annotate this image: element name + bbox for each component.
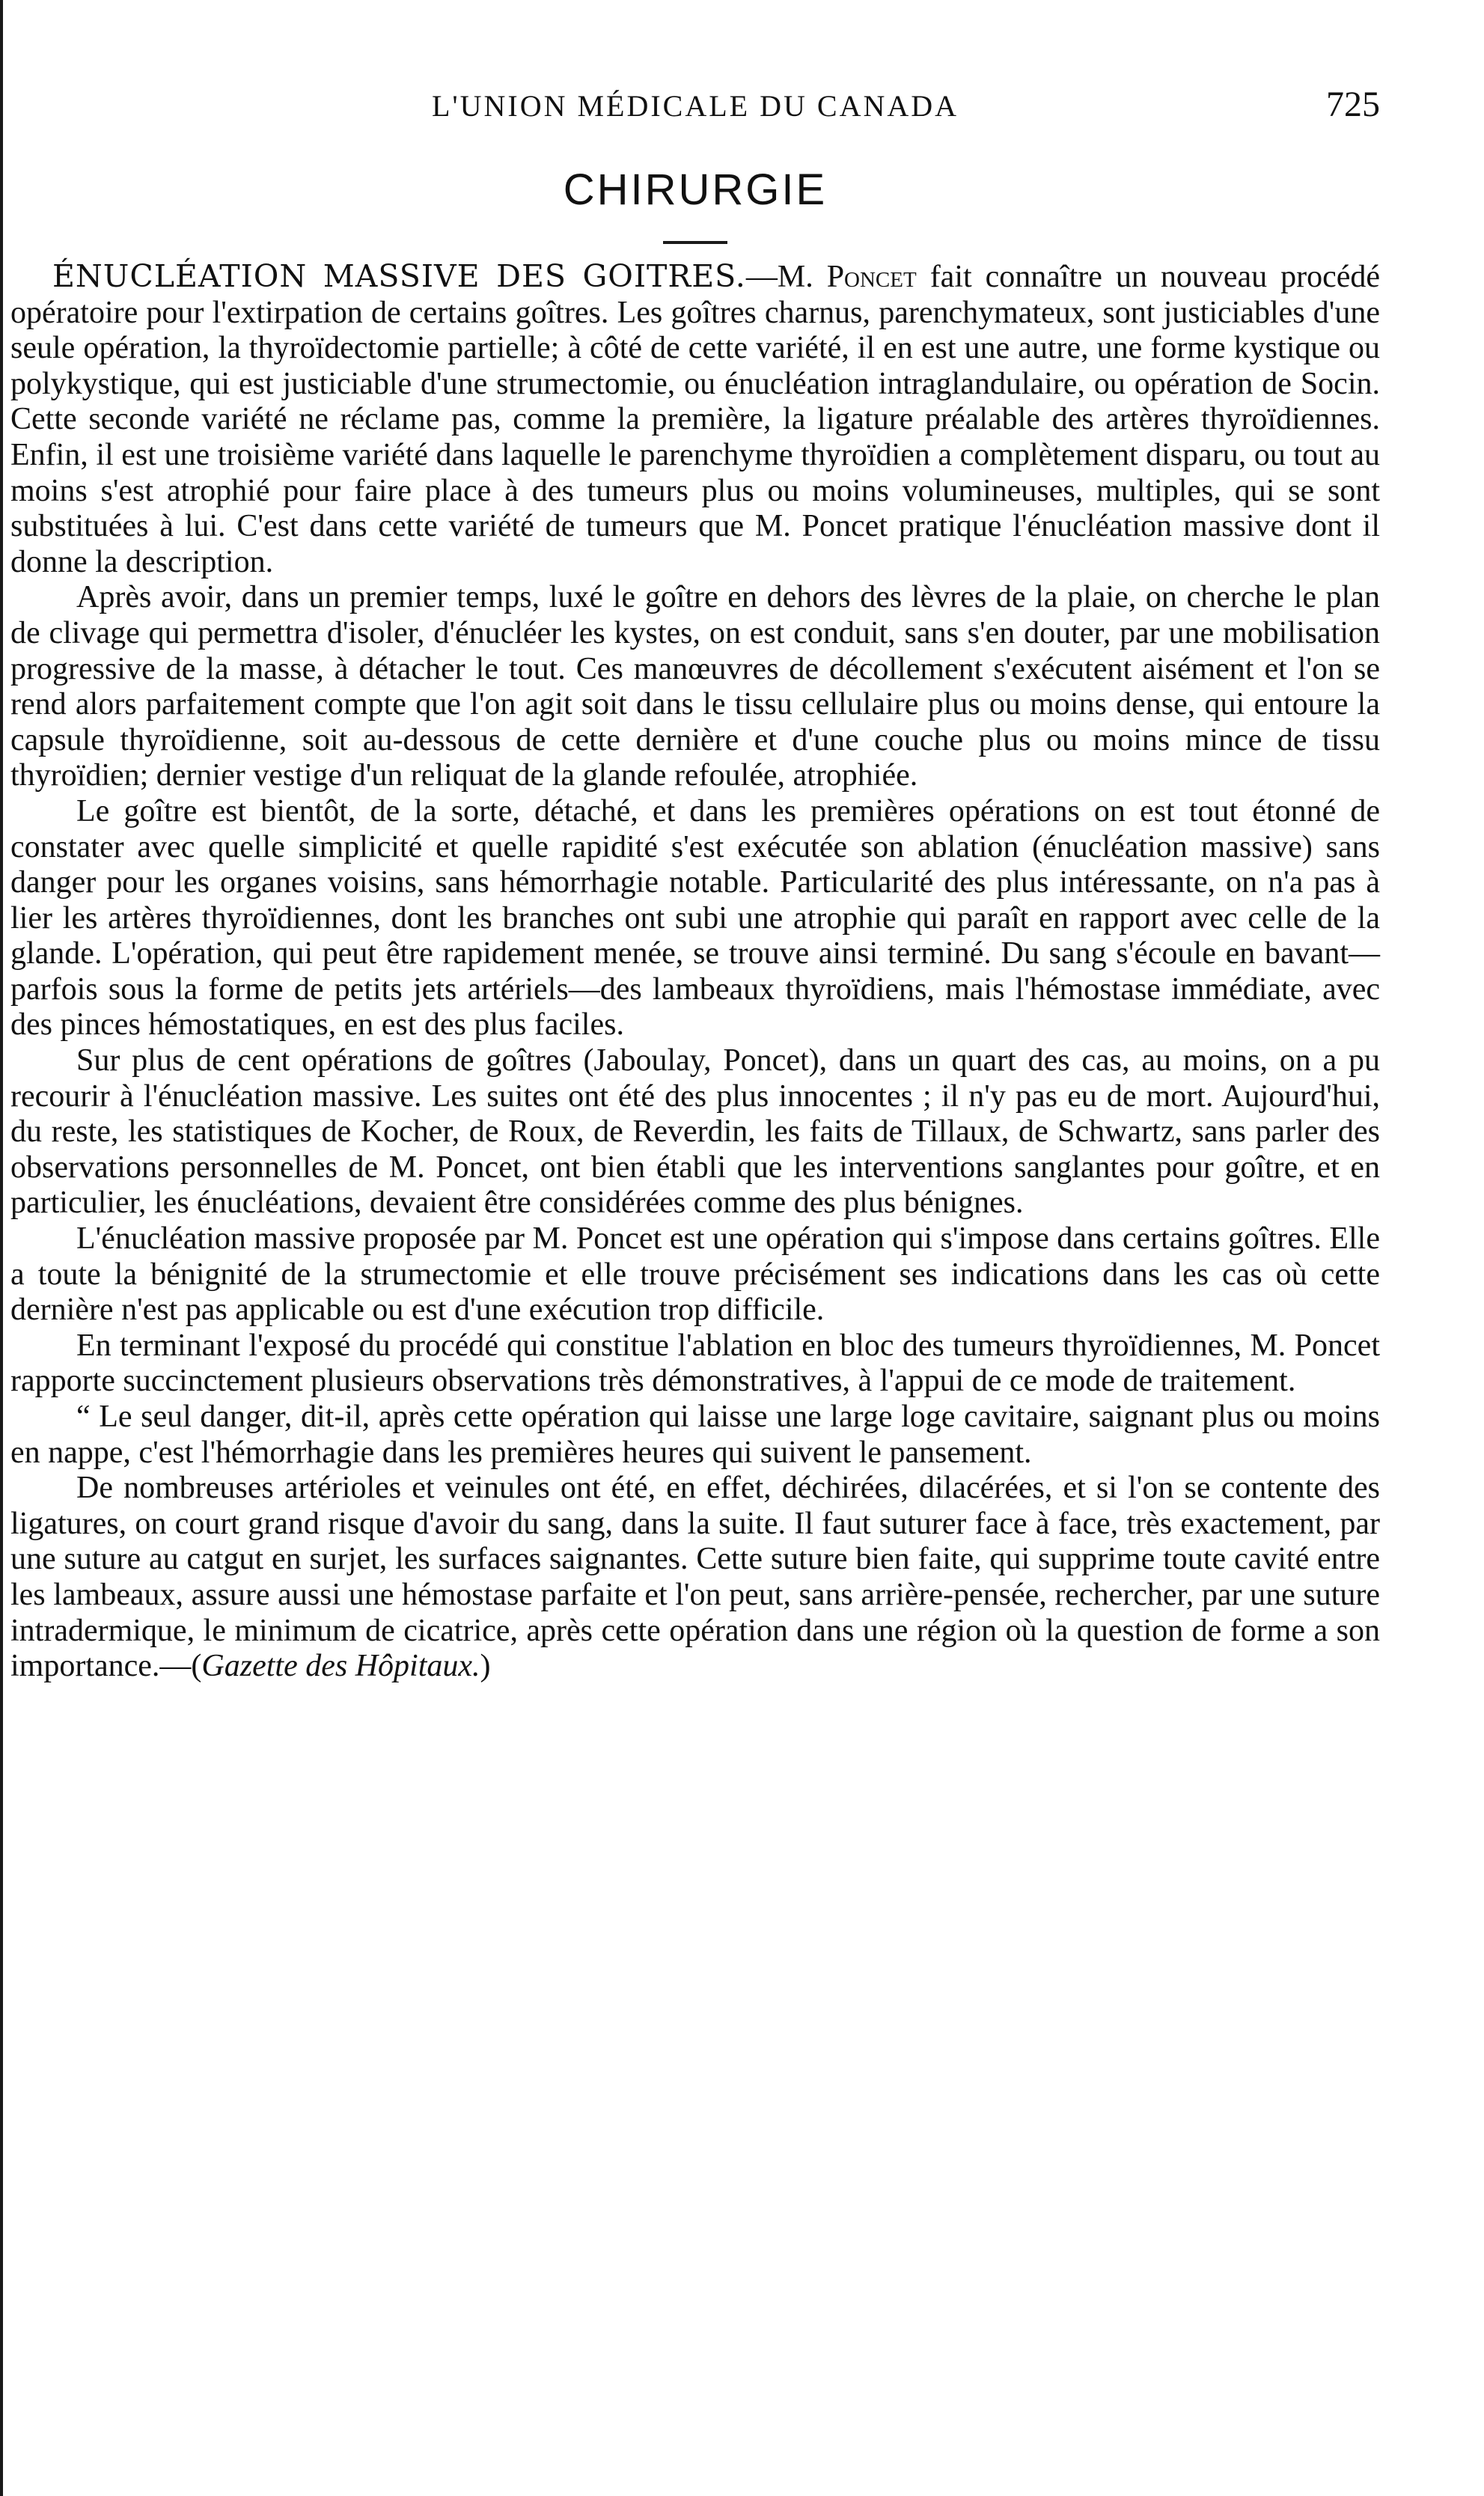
article-title: ÉNUCLÉATION MASSIVE DES GOITRES. — [52, 258, 746, 294]
paragraph-text: fait connaître un nouveau procédé opératoire pour l'extirpation de certains goîtres. Les goîtres charnus, parenchymateux, sont justiciables d'une seule opération, la thyroïdectomie partielle; à côté de cette variété, il en est une autre, une forme kystique ou polykystique, qui est justiciable d'une strumectomie, ou énucléation intraglandulaire, ou opération de Socin. Cette seconde variété ne réclame pas, comme la première, la ligature préalable des artères thyroïdiennes. Enfin, il est une troisième variété dans laquelle le parenchyme thyroïdien a complètement disparu, ou tout au moins s'est atrophié pour faire place à des tumeurs plus ou moins volumineuses, multiples, qui se sont substituées à lui. C'est dans cette variété de tumeurs que M. Poncet pratique l'énucléation massive dont il donne la description. — [10, 260, 1380, 579]
source-citation: Gazette des Hôpitaux. — [201, 1649, 480, 1684]
article-paragraph-2: Après avoir, dans un premier temps, luxé le goître en dehors des lèvres de la plaie, on cherche le plan de clivage qui permettra d'isoler, d'énucléer les kystes, on est conduit, sans s'en douter, par une mobilisation progressive de la masse, à détacher le tout. Ces manœuvres de décollement s'exécutent aisément et l'on se rend alors parfaitement compte que l'on agit soit dans le tissu cellulaire plus ou moins dense, qui entoure la capsule thyroïdienne, soit au-dessous de cette dernière et d'une couche plus ou moins mince de tissu thyroïdien; dernier vestige d'un reliquat de la glande refoulée, atrophiée. — [10, 580, 1380, 793]
article-paragraph-3: Le goître est bientôt, de la sorte, détaché, et dans les premières opérations on est tout étonné de constater avec quelle simplicité et quelle rapidité s'est exécutée son ablation (énucléation massive) sans danger pour les organes voisins, sans hémorrhagie notable. Particularité des plus intéressante, on n'a pas à lier les artères thyroïdiennes, dont les branches ont subi une atrophie qui paraît en rapport avec celle de la glande. L'opération, qui peut être rapidement menée, se trouve ainsi terminé. Du sang s'écoule en bavant—parfois sous la forme de petits jets artériels—des lambeaux thyroïdiens, mais l'hémostase immédiate, avec des pinces hémostatiques, en est des plus faciles. — [10, 793, 1380, 1043]
article-paragraph-5: L'énucléation massive proposée par M. Poncet est une opération qui s'impose dans certains goîtres. Elle a toute la bénignité de la strumectomie et elle trouve précisément ses indications dans les cas où cette dernière n'est pas applicable ou est d'une exécution trop difficile. — [10, 1221, 1380, 1328]
article-body — [10, 259, 1380, 1685]
page-edge-rule — [0, 0, 3, 2496]
author-prefix: —M. — [745, 260, 813, 294]
title-divider — [663, 241, 727, 244]
page-number: 725 — [1326, 85, 1380, 124]
journal-title: L'UNION MÉDICALE DU CANADA — [431, 89, 959, 123]
author-name: Poncet — [826, 260, 917, 294]
article-paragraph-1 — [10, 259, 1380, 580]
section-title: CHIRURGIE — [563, 165, 828, 214]
source-suffix: ) — [480, 1649, 491, 1684]
article-paragraph-7: “ Le seul danger, dit-il, après cette opération qui laisse une large loge cavitaire, saignant plus ou moins en nappe, c'est l'hémorrhagie dans les premières heures qui suivent le pansement. — [10, 1400, 1380, 1470]
running-head — [10, 85, 1380, 133]
paragraph-text: De nombreuses artérioles et veinules ont été, en effet, déchirées, dilacérées, et si l'on se contente des ligatures, on court grand risque d'avoir du sang, dans la suite. Il faut suturer face à face, très exactement, par une suture au catgut en surjet, les surfaces saignantes. Cette suture bien faite, qui supprime toute cavité entre les lambeaux, assure aussi une hémostase parfaite et l'on peut, sans arrière-pensée, rechercher, par une suture intradermique, le minimum de cicatrice, après cette opération dans une région où la question de forme a son importance. — [10, 1471, 1380, 1684]
article-paragraph-4: Sur plus de cent opérations de goîtres (Jaboulay, Poncet), dans un quart des cas, au moins, on a pu recourir à l'énucléation massive. Les suites ont été des plus innocentes ; il n'y pas eu de mort. Aujourd'hui, du reste, les statistiques de Kocher, de Roux, de Reverdin, les faits de Tillaux, de Schwartz, sans parler des observations personnelles de M. Poncet, ont bien établi que les interventions sanglantes pour goître, et en particulier, les énucléations, devaient être considérées comme des plus bénignes. — [10, 1043, 1380, 1221]
article-paragraph-8 — [10, 1471, 1380, 1685]
article-paragraph-6: En terminant l'exposé du procédé qui constitue l'ablation en bloc des tumeurs thyroïdiennes, M. Poncet rapporte succinctement plusieurs observations très démonstratives, à l'appui de ce mode de traitement. — [10, 1328, 1380, 1399]
source-prefix: —( — [159, 1649, 202, 1684]
